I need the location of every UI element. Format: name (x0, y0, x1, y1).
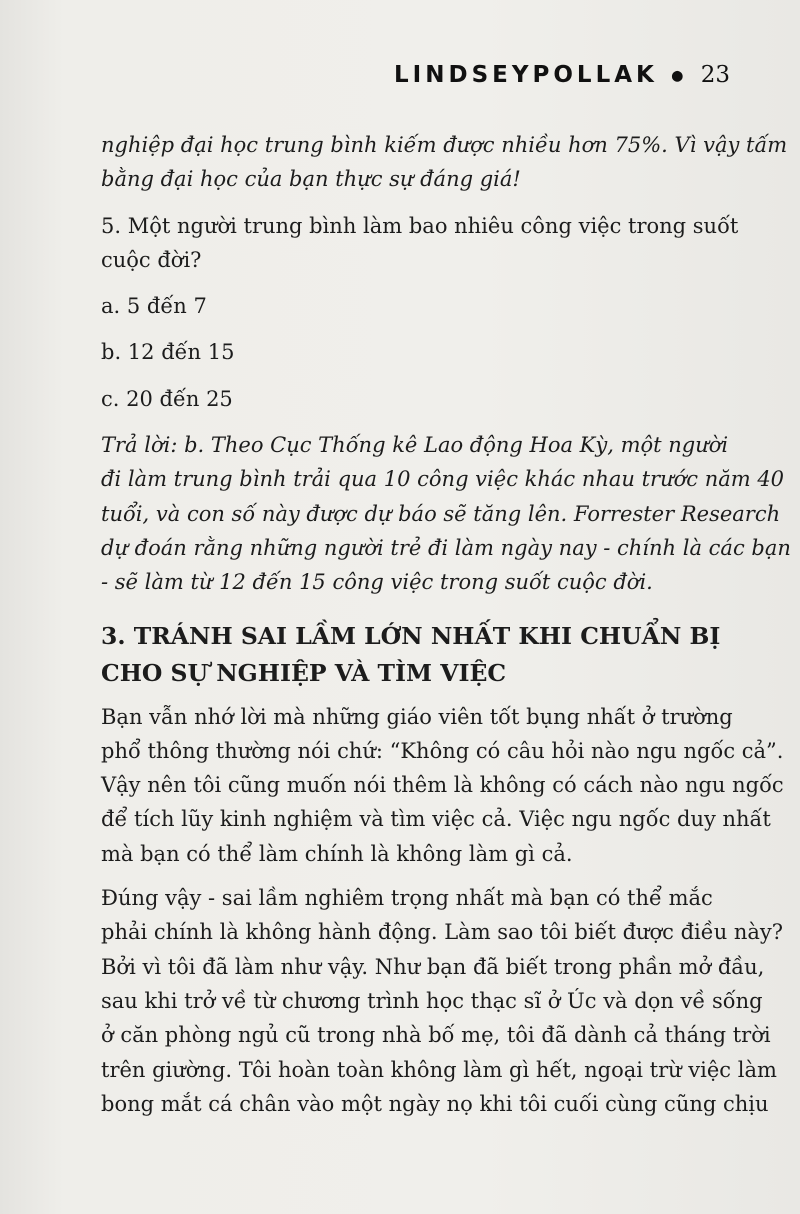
text-line: trên giường. Tôi hoàn toàn không làm gì hết, ngoại trừ việc làm (101, 1057, 777, 1082)
section-heading (101, 618, 721, 692)
text-line: phải chính là không hành động. Làm sao tôi biết được điều này? (101, 920, 784, 945)
text-line: phổ thông thường nói chứ: “Không có câu hỏi nào ngu ngốc cả”. (101, 738, 784, 763)
text-line: nghiệp đại học trung bình kiếm được nhiều hơn 75%. Vì vậy tấm (101, 133, 788, 157)
running-head-author: LINDSEYPOLLAK (394, 62, 658, 88)
heading-line: 3. TRÁNH SAI LẦM LỚN NHẤT KHI CHUẨN BỊ (101, 621, 721, 650)
text-line: Bạn vẫn nhớ lời mà những giáo viên tốt bụng nhất ở trường (101, 704, 733, 729)
page-number: 23 (700, 62, 730, 88)
quiz-answer (101, 428, 791, 599)
text-line: mà bạn có thể làm chính là không làm gì cả. (101, 841, 573, 866)
answer-line: - sẽ làm từ 12 đến 15 công việc trong suốt cuộc đời. (101, 570, 653, 595)
text-line: để tích lũy kinh nghiệm và tìm việc cả. Việc ngu ngốc duy nhất (101, 807, 771, 832)
answer-line: tuổi, và con số này được dự báo sẽ tăng lên. Forrester Research (101, 501, 781, 526)
intro-paragraph (101, 128, 788, 197)
answer-line: dự đoán rằng những người trẻ đi làm ngày nay - chính là các bạn (101, 535, 791, 560)
paragraph-1 (101, 700, 784, 871)
paragraph-2 (101, 881, 784, 1121)
question-line: 5. Một người trung bình làm bao nhiêu công việc trong suốt (101, 213, 739, 238)
question-line: cuộc đời? (101, 247, 202, 272)
answer-line: đi làm trung bình trải qua 10 công việc khác nhau trước năm 40 (101, 467, 785, 492)
heading-line: CHO SỰ NGHIỆP VÀ TÌM VIỆC (101, 658, 507, 687)
answer-option: c. 20 đến 25 (101, 386, 233, 411)
text-line: Đúng vậy - sai lầm nghiêm trọng nhất mà bạn có thể mắc (101, 886, 713, 911)
text-line: ở căn phòng ngủ cũ trong nhà bố mẹ, tôi đã dành cả tháng trời (101, 1023, 771, 1048)
answer-option: b. 12 đến 15 (101, 340, 235, 365)
text-line: sau khi trở về từ chương trình học thạc sĩ ở Úc và dọn về sống (101, 988, 763, 1013)
bullet-separator: ● (671, 64, 683, 86)
text-line: Vậy nên tôi cũng muốn nói thêm là không có cách nào ngu ngốc (101, 773, 784, 798)
quiz-question (101, 209, 739, 416)
page-body (101, 128, 791, 1121)
text-line: Bởi vì tôi đã làm như vậy. Như bạn đã biết trong phần mở đầu, (101, 954, 765, 979)
answer-option: a. 5 đến 7 (101, 294, 207, 319)
text-line: bong mắt cá chân vào một ngày nọ khi tôi cuối cùng cũng chịu (101, 1091, 769, 1116)
text-line: bằng đại học của bạn thực sự đáng giá! (101, 167, 521, 192)
answer-line: Trả lời: b. Theo Cục Thống kê Lao động Hoa Kỳ, một người (101, 433, 729, 458)
page-header (394, 62, 730, 88)
